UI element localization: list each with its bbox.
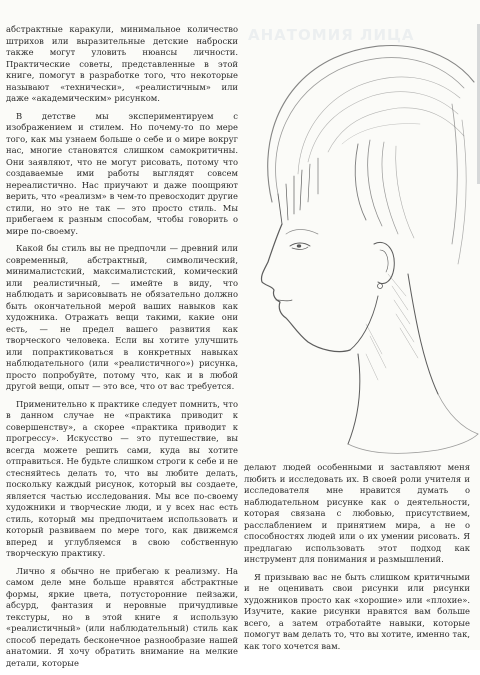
paragraph: абстрактные каракули, минимальное количество штрихов или выразительные детские наброски также могут уловить нюансы личности. Практические советы, представленные в этой книге, помогут в разработке того, что некоторые называют «технически», «реалистичным» или даже «академическим» рисунком.	[6, 24, 238, 103]
paragraph: делают людей особенными и заставляют меня любить и исследовать их. В своей роли учителя и исследователя мне нравится думать о наблюдательном рисунке как о деятельности, которая связана с любовью, присутствием, расслаблением и принятием мира, а не о способностях людей или о их умении рисовать. Я предлагаю использовать этот подход как инструмент для понимания и размышлений.	[244, 462, 470, 564]
paragraph: Какой бы стиль вы не предпочли — древний или современный, абстрактный, символический, минималистский, максималистский, комический или реалистичный, — имейте в виду, что наблюдать и зарисовывать не обязательно должно быть окончательной мерой ваших навыков как художника. Отражать вещи такими, какие они есть, — не предел вашего развития как творческого человека. Если вы хотите улучшить или попрактиковаться в конкретных навыках наблюдательного (или «реалистичного») рисунка, просто попробуйте, потому что, как и в любой другой вещи, опыт — это все, что от вас требуется.	[6, 243, 238, 391]
right-text-column	[244, 462, 470, 658]
faded-heading: АНАТОМИЯ ЛИЦА	[248, 26, 415, 44]
paragraph: Применительно к практике следует помнить, что в данном случае не «практика приводит к совершенству», а скорее «практика приводит к прогрессу». Искусство — это путешествие, вы всегда можете решить сами, куда вы хотите отправиться. Не будьте слишком строги к себе и не стесняйтесь делать то, что вы любите делать, поскольку каждый рисунок, который вы создаете, является частью исследования. Мы все по-своему художники и творческие люди, и у всех нас есть стиль, который мы предпочитаем использовать и который развиваем по мере того, как движемся вперед и углубляемся в свою собственную творческую практику.	[6, 398, 238, 558]
paragraph: Лично я обычно не прибегаю к реализму. На самом деле мне больше нравятся абстрактные формы, яркие цвета, потусторонние пейзажи, абсурд, фантазия и неровные причудливые текстуры, но в этой книге я использую «реалистичный» (или наблюдательный) стиль как способ передать бесконечное разнообразие нашей анатомии. Я хочу обратить внимание на мелкие детали, которые	[6, 565, 238, 668]
portrait-sketch-illustration	[238, 24, 480, 464]
paragraph: Я призываю вас не быть слишком критичными и не оценивать свои рисунки или рисунки художников просто как «хорошие» или «плохие». Изучите, какие рисунки нравятся вам больше всего, а затем отработайте навыки, которые помогут вам делать то, что вы хотите, именно так, как того хочется вам.	[244, 571, 470, 651]
paragraph: В детстве мы экспериментируем с изображением и стилем. Но почему-то по мере того, как мы узнаем больше о себе и о мире вокруг нас, многие становятся слишком самокритичны. Они заявляют, что не могут рисовать, потому что создаваемые ими работы выглядят совсем нереалистично. Нас приучают и даже поощряют верить, что «реализм» в чем-то превосходит другие стили, но это не так — это просто стиль. Мы прибегаем к разным способам, чтобы говорить о мире по-своему.	[6, 110, 238, 236]
left-text-column	[6, 24, 238, 675]
